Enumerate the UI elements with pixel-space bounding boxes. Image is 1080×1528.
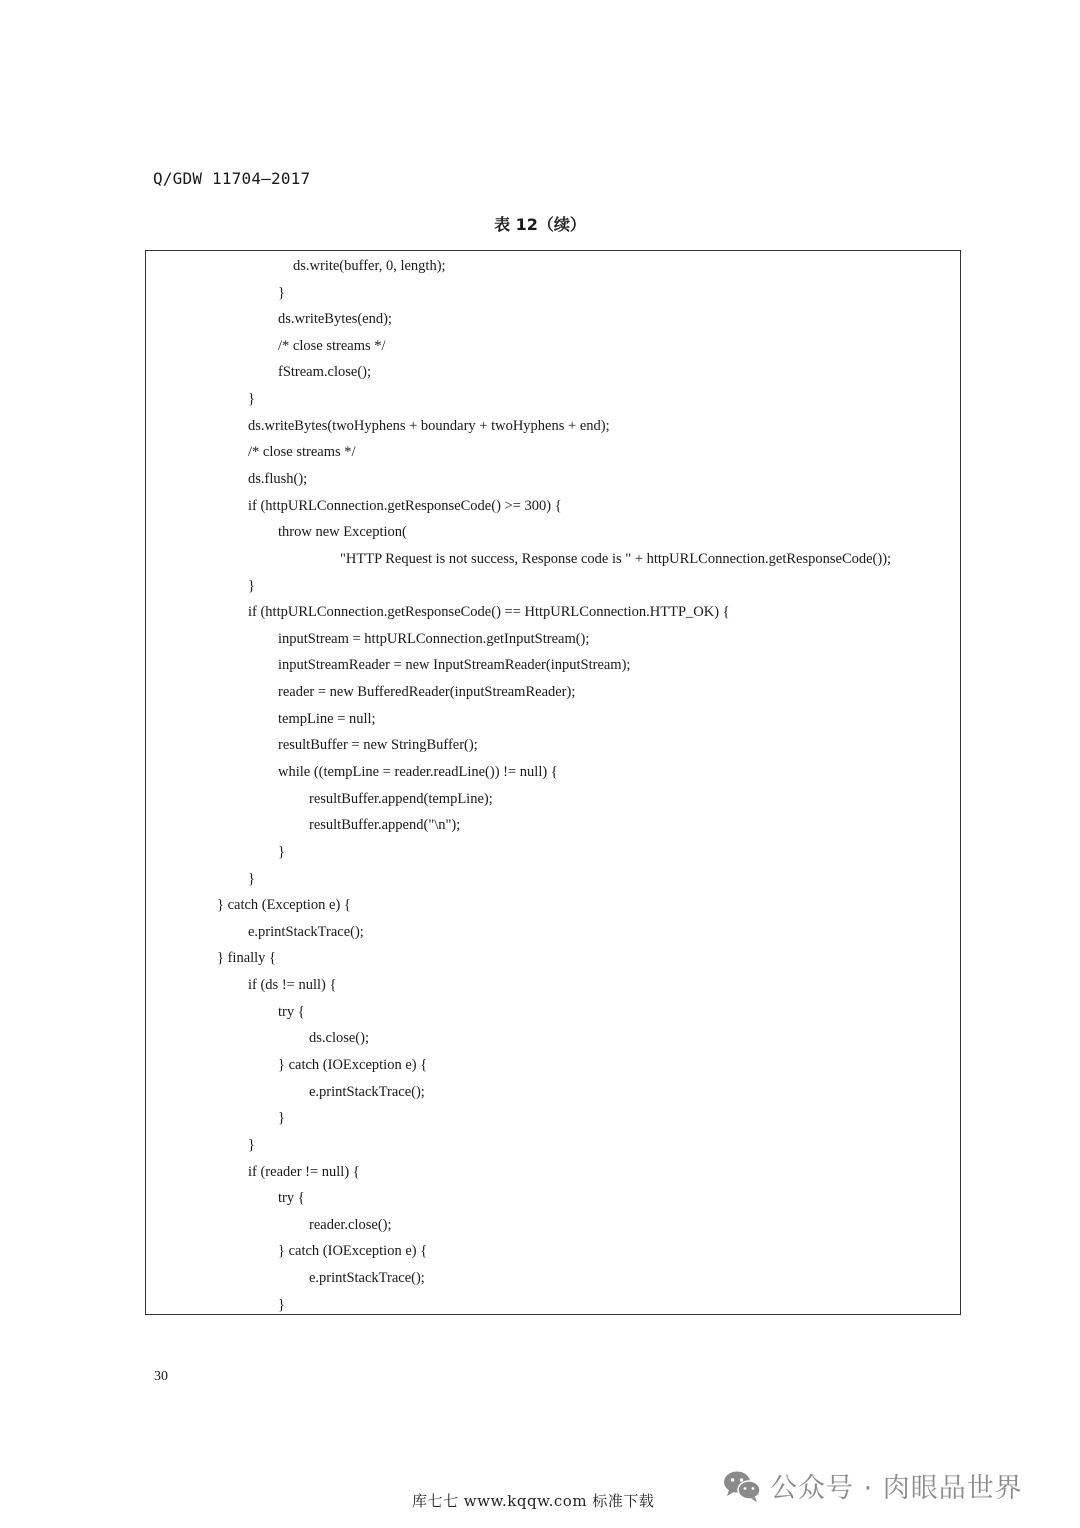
code-line: ds.writeBytes(end); xyxy=(278,311,392,327)
code-line: } xyxy=(248,391,255,407)
code-listing-box xyxy=(145,250,961,1315)
page-number: 30 xyxy=(154,1369,168,1384)
code-line: if (httpURLConnection.getResponseCode() == HttpURLConnection.HTTP_OK) { xyxy=(248,604,730,620)
code-line: resultBuffer = new StringBuffer(); xyxy=(278,737,478,753)
code-line: resultBuffer.append(tempLine); xyxy=(309,791,493,807)
code-line: ds.write(buffer, 0, length); xyxy=(293,258,446,274)
wechat-watermark xyxy=(722,1466,1023,1505)
code-line: /* close streams */ xyxy=(278,338,386,354)
code-line: fStream.close(); xyxy=(278,364,372,380)
wechat-icon xyxy=(722,1469,762,1503)
code-line: } xyxy=(248,1137,255,1153)
code-line: try { xyxy=(278,1190,305,1206)
code-line: } xyxy=(278,1297,285,1313)
download-source-footer: 库七七 www.kqqw.com 标准下载 xyxy=(412,1492,655,1510)
code-line: } catch (IOException e) { xyxy=(278,1057,428,1073)
code-line: ds.flush(); xyxy=(248,471,308,487)
code-line: inputStream = httpURLConnection.getInputStream(); xyxy=(278,631,590,647)
code-line: e.printStackTrace(); xyxy=(309,1270,425,1286)
code-line: tempLine = null; xyxy=(278,711,376,727)
code-line: try { xyxy=(278,1004,305,1020)
code-line: inputStreamReader = new InputStreamReader(inputStream); xyxy=(278,657,631,673)
code-line: } xyxy=(248,871,255,887)
code-line: throw new Exception( xyxy=(278,524,407,540)
code-line: } catch (Exception e) { xyxy=(217,897,351,913)
code-line: } xyxy=(278,285,285,301)
code-line: /* close streams */ xyxy=(248,444,356,460)
code-line: e.printStackTrace(); xyxy=(309,1084,425,1100)
code-line: } xyxy=(278,844,285,860)
code-line: while ((tempLine = reader.readLine()) != null) { xyxy=(278,764,558,780)
code-line: if (ds != null) { xyxy=(248,977,337,993)
code-line: resultBuffer.append("\n"); xyxy=(309,817,461,833)
code-line: "HTTP Request is not success, Response code is " + httpURLConnection.getResponseCode()); xyxy=(340,551,892,567)
standard-code: Q/GDW 11704—2017 xyxy=(153,169,311,188)
code-line: if (httpURLConnection.getResponseCode() >= 300) { xyxy=(248,498,562,514)
table-caption: 表 12（续） xyxy=(494,215,586,234)
code-line: ds.writeBytes(twoHyphens + boundary + twoHyphens + end); xyxy=(248,418,610,434)
code-line: } finally { xyxy=(217,950,277,966)
code-line: if (reader != null) { xyxy=(248,1164,360,1180)
code-line: } catch (IOException e) { xyxy=(278,1243,428,1259)
watermark-text: 公众号 · 肉眼品世界 xyxy=(770,1473,1023,1504)
code-line: ds.close(); xyxy=(309,1030,369,1046)
code-line: reader = new BufferedReader(inputStreamReader); xyxy=(278,684,576,700)
code-line: e.printStackTrace(); xyxy=(248,924,364,940)
code-line: } xyxy=(248,578,255,594)
code-line: reader.close(); xyxy=(309,1217,392,1233)
code-line: } xyxy=(278,1110,285,1126)
